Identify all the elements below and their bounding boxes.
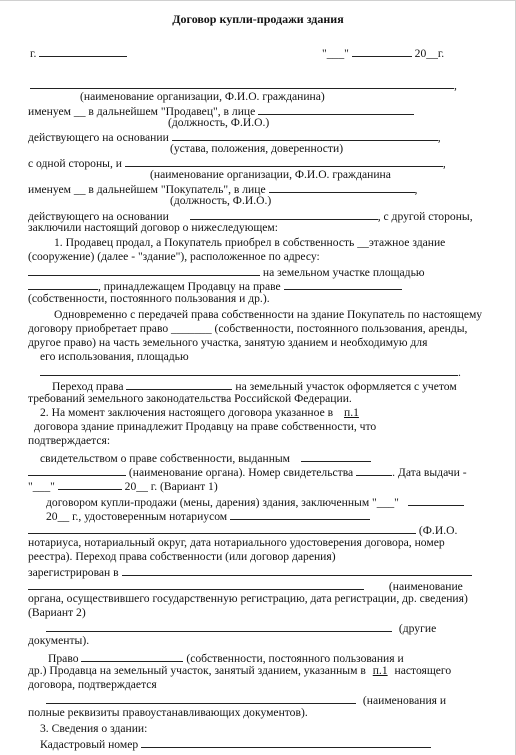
notary-line3: реестра). Переход права собственности (или договор дарения) — [28, 550, 336, 563]
cert-line3: "___" 20__ г. (Вариант 1) — [28, 480, 218, 493]
seller-basis-line: действующего на основании , — [28, 131, 441, 144]
p1b-line3: другое право) на часть земельного участка, занятую зданием и необходимую для — [28, 336, 428, 349]
p1b-line4: его использования, площадью — [40, 350, 189, 363]
organ-line: органа, осуществившего государственную регистрацию, дата регистрации, др. сведения) — [28, 592, 468, 605]
p1-line3: на земельном участке площадью — [28, 264, 425, 280]
p1b-line1: Одновременно с передачей права собственности на здание Покупатель по настоящему — [54, 308, 483, 321]
organ-name-blank — [28, 578, 364, 590]
p1b-line2: договору приобретает право _______ (собственности, постоянного пользования, аренды, — [28, 322, 468, 335]
transfer-line2: требований земельного законодательства Российской Федерации. — [28, 392, 352, 405]
p2-line3: подтверждается: — [28, 434, 111, 447]
notary-line: 20__ г., удостоверенным нотариусом — [46, 508, 370, 524]
naming-line: (наименования и — [46, 692, 446, 708]
city-prefix: г. — [30, 47, 37, 60]
dr-line: др.) Продавца на земельный участок, занятый зданием, указанным в п.1 настоящего — [28, 664, 452, 677]
date-month-blank — [352, 45, 412, 57]
organ-blank — [28, 464, 126, 476]
notary-fio-blank — [28, 522, 416, 534]
contract-month-blank — [408, 494, 464, 506]
p1-line5: (собственности, постоянного пользования и др.). — [28, 292, 270, 305]
buyer-rep-blank — [269, 181, 415, 193]
p2-line2: договора здание принадлежит Продавцу на праве собственности, что — [34, 420, 377, 433]
other-docs-blank — [46, 620, 392, 632]
variant2-line: (Вариант 2) — [28, 606, 86, 619]
full-details-line: полные реквизиты правоустанавливающих документов). — [28, 706, 308, 719]
city-blank — [39, 45, 127, 57]
dr-ref: п.1 — [372, 664, 388, 677]
buyer-org-hint: (наименование организации, Ф.И.О. гражданина — [150, 168, 391, 181]
registered-blank — [122, 564, 472, 576]
cert-number-blank — [356, 464, 392, 476]
contract-line: договором купли-продажи (мены, дарения) здания, заключенным "___" — [46, 494, 464, 510]
transfer-right-blank — [126, 378, 232, 390]
land-area-blank — [40, 364, 458, 376]
p1-line2: (сооружение) (далее - "здание"), расположенное по адресу: — [28, 250, 320, 263]
cert-month-blank — [58, 478, 122, 490]
cert-line2: (наименование органа). Номер свидетельства . Дата выдачи - — [28, 464, 467, 480]
p1-line1: 1. Продавец продал, а Покупатель приобрел в собственность __этажное здание — [54, 236, 446, 249]
p1-line4: , принадлежащем Продавцу на праве — [28, 278, 402, 294]
land-right-blank — [81, 650, 183, 662]
date-line — [322, 45, 444, 61]
p2-line1: 2. На момент заключения настоящего договора указанное в п.1 — [40, 406, 359, 419]
notary-line2: нотариуса, нотариальный округ, дата нотариального удостоверения договора, номер — [28, 536, 445, 549]
buyer-basis-blank — [190, 208, 378, 220]
seller-basis-blank — [172, 129, 438, 141]
address-blank — [28, 264, 260, 276]
right-blank — [284, 278, 402, 290]
seller-named-line: именуем __ в дальнейшем "Продавец", в лице — [28, 103, 414, 119]
concluded-line: заключили настоящий договор о нижеследующем: — [28, 221, 278, 234]
other-docs-line: (другие — [46, 620, 436, 636]
registered-line: зарегистрирован в — [28, 564, 472, 580]
buyer-position-hint: (должность, Ф.И.О.) — [170, 194, 272, 207]
title-docs-blank — [46, 692, 356, 704]
seller-basis-hint: (устава, положения, доверенности) — [170, 142, 344, 155]
page-border-top — [0, 0, 516, 1]
seller-org-hint: (наименование организации, Ф.И.О. гражданина) — [80, 90, 325, 103]
seller-rep-blank — [258, 103, 414, 115]
cadastral-blank — [141, 736, 431, 748]
one-side-line: с одной стороны, и , — [28, 157, 446, 170]
organ-name-line: (наименование — [28, 578, 463, 594]
city-line — [30, 45, 127, 61]
cadastral-line: Кадастровый номер — [40, 736, 431, 752]
document-title: Договор купли-продажи здания — [172, 12, 344, 26]
notary-fio-line: (Ф.И.О. — [28, 522, 457, 538]
buyer-basis-line: действующего на основании , с другой стороны, — [28, 210, 473, 223]
p2-ref: п.1 — [344, 406, 359, 419]
area-blank — [28, 278, 98, 290]
buyer-named-line: именуем __ в дальнейшем "Покупатель", в лице , — [28, 183, 418, 196]
seller-org-line: , — [30, 77, 457, 93]
cert-line: свидетельством о праве собственности, выданным — [40, 450, 371, 466]
right-line: Право (собственности, постоянного пользования и — [48, 652, 404, 665]
buyer-org-blank — [125, 155, 443, 167]
p3-line: 3. Сведения о здании: — [40, 722, 148, 735]
p1b-line5: . — [40, 364, 461, 380]
notary-blank — [230, 508, 370, 520]
date-year: 20__г. — [414, 47, 445, 60]
date-day: "___" — [322, 47, 349, 60]
transfer-line: Переход права на земельный участок оформляется с учетом — [52, 380, 457, 393]
seller-position-hint: (должность, Ф.И.О.) — [168, 116, 270, 129]
documents-line: документы). — [28, 634, 90, 647]
contract-confirmed-line: договора, подтверждается — [28, 678, 157, 691]
cert-issuer-blank — [301, 450, 371, 462]
seller-org-blank — [30, 77, 454, 89]
